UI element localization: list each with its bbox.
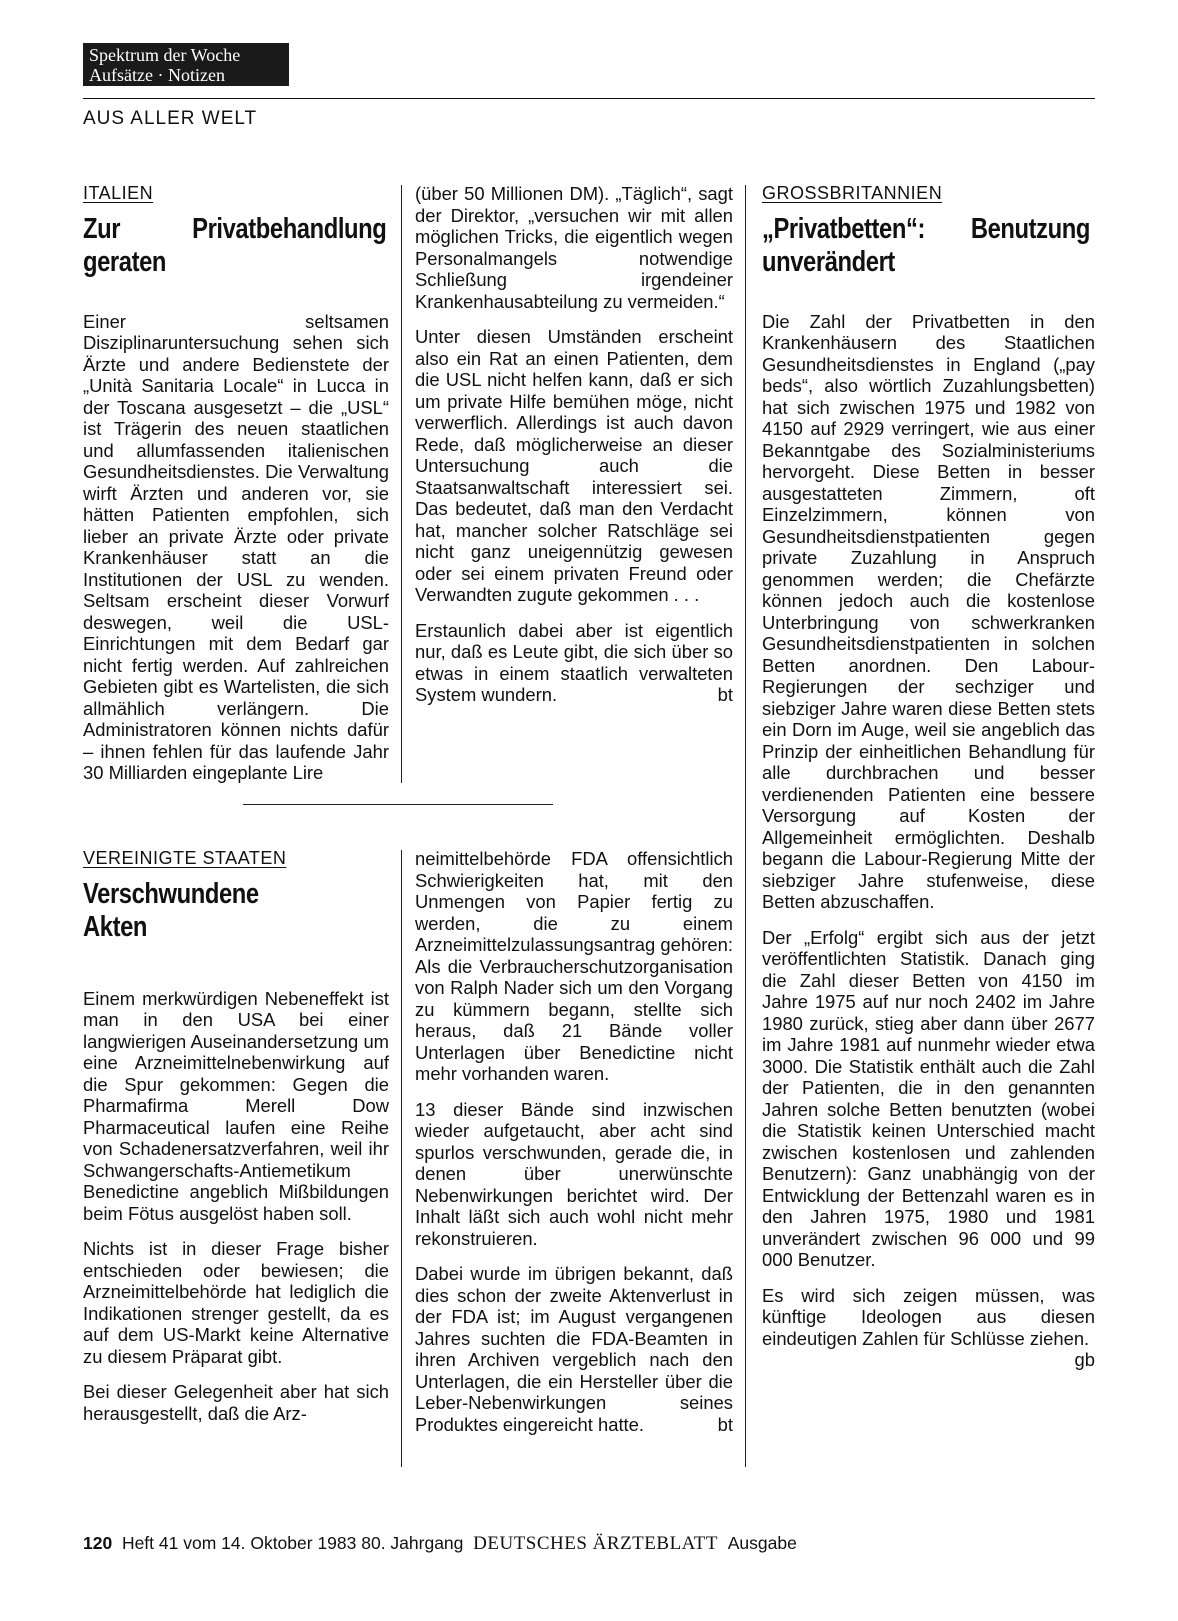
usa-paragraph-6	[415, 1263, 733, 1435]
gb-paragraph-1: Die Zahl der Privatbetten in den Krankenhäusern des Staatlichen Gesundheitsdienstes in England („pay beds“, also wörtlich Zuzahlungsbetten) hat sich zwischen 1975 und 1982 von 4150 auf 2929 verringert, wie aus einer Bekanntgabe des Sozialministeriums hervorgeht. Diese Betten in besser ausgestatteten Zimmern, oft Einzelzimmern, können von Gesundheitsdienstpatienten gegen private Zuzahlung in Anspruch genommen werden; die Chefärzte können jedoch auch die kostenlose Unterbringung von schwerkranken Gesundheitsdienstpatienten in solchen Betten anordnen. Den Labour-Regierungen der sechziger und siebziger Jahre waren diese Betten stets ein Dorn im Auge, weil sie angeblich das Prinzip der einheitlichen Behandlung für alle durchbrachen und besser verdienenden Patienten eine bessere Versorgung auf Kosten der Allgemeinheit ermöglichten. Deshalb begann die Labour-Regierung Mitte der siebziger Jahre stufenweise, diese Betten abzuschaffen.	[762, 310, 1095, 912]
column-divider-1	[401, 185, 402, 783]
usa-paragraph-3: Bei dieser Gelegenheit aber hat sich herausgestellt, daß die Arz-	[83, 1381, 389, 1424]
section-label-box	[83, 43, 289, 86]
gb-signature: gb	[1074, 1349, 1095, 1370]
usa-paragraph-4: neimittelbehörde FDA offensichtlich Schwierigkeiten hat, mit den Unmengen von Papier fertig zu werden, die zu einem Arzneimittelzulassungsantrag gehören: Als die Verbraucherschutzorganisation von Ralph Nader sich um den Vorgang zu kümmern begann, stellte sich heraus, daß 21 Bände voller Unterlagen über Benedictine nicht mehr vorhanden waren.	[415, 848, 733, 1084]
italien-headline: Zur Privatbehandlung geraten	[83, 212, 387, 278]
section-title: AUS ALLER WELT	[83, 108, 258, 129]
column-divider-2	[745, 185, 746, 1467]
usa-headline: Verschwundene Akten	[83, 877, 259, 943]
gb-headline: „Privatbetten“: Benutzung unverändert	[762, 212, 1090, 278]
italien-signature: bt	[717, 684, 733, 705]
section-label-line2: Aufsätze · Notizen	[89, 65, 225, 85]
italien-kicker: ITALIEN	[83, 183, 154, 203]
article-usa-cont	[415, 848, 733, 1449]
page-footer	[83, 1533, 797, 1555]
page-number: 120	[83, 1533, 113, 1553]
italien-paragraph-2: (über 50 Millionen DM). „Täglich“, sagt der Direktor, „versuchen wir mit allen möglichen Tricks, die eigentlich wegen Personalmangels notwendige Schließung irgendeiner Krankenhausabteilung zu vermeiden.“	[415, 183, 733, 312]
top-divider	[83, 98, 1095, 99]
usa-paragraph-6-text: Dabei wurde im übrigen bekannt, daß dies schon der zweite Aktenverlust in der FDA ist; im August vergangenen Jahres suchten die FDA-Beamten in ihren Archiven vergeblich nach den Unterlagen, die ein Hersteller über die Leber-Nebenwirkungen seines Produktes eingereicht hatte.	[415, 1263, 733, 1435]
article-italien-cont	[415, 183, 733, 720]
article-separator	[243, 804, 553, 805]
usa-paragraph-1: Einem merkwürdigen Nebeneffekt ist man in den USA bei einer langwierigen Auseinandersetzung um eine Arzneimittelnebenwirkung auf die Spur gekommen: Gegen die Pharmafirma Merell Dow Pharmaceutical laufen eine Reihe von Schadenersatzverfahren, weil ihr Schwangerschafts-Antiemetikum Benedictine angeblich Mißbildungen beim Fötus ausgelöst haben soll.	[83, 987, 389, 1224]
usa-paragraph-2: Nichts ist in dieser Frage bisher entschieden oder bewiesen; die Arzneimittelbehörde hat lediglich die Indikationen strenger gestellt, da es auf dem US-Markt keine Alternative zu diesem Präparat gibt.	[83, 1238, 389, 1367]
magazine-name: DEUTSCHES ÄRZTEBLATT	[473, 1533, 718, 1554]
article-gb	[762, 183, 1095, 1371]
section-label-line1: Spektrum der Woche	[89, 45, 241, 65]
italien-paragraph-4-text: Erstaunlich dabei aber ist eigentlich nur, daß es Leute gibt, die sich über so etwas in einem staatlich verwalteten System wundern.	[415, 619, 733, 705]
column-divider-3	[401, 850, 402, 1467]
italien-paragraph-4	[415, 620, 733, 706]
gb-paragraph-3-text: Es wird sich zeigen müssen, was künftige Ideologen aus diesen eindeutigen Zahlen für Schlüsse ziehen.	[762, 1284, 1095, 1349]
usa-signature: bt	[717, 1413, 733, 1435]
article-italien	[83, 183, 389, 798]
italien-paragraph-3: Unter diesen Umständen erscheint also ein Rat an einen Patienten, dem die USL nicht helfen kann, daß er sich um private Hilfe bemühen möge, nicht verwerflich. Allerdings ist auch davon Rede, daß möglicherweise an dieser Untersuchung auch die Staatsanwaltschaft interessiert sei. Das bedeutet, daß man den Verdacht hat, mancher solcher Ratschläge sei nicht ganz uneigennützig gewesen oder sei einem privaten Freund oder Verwandten zugute gekommen . . .	[415, 326, 733, 605]
usa-paragraph-5: 13 dieser Bände sind inzwischen wieder aufgetaucht, aber acht sind spurlos verschwunden, gerade die, in denen über unerwünschte Nebenwirkungen berichtet wird. Der Inhalt läßt sich auch wohl nicht mehr rekonstruieren.	[415, 1098, 733, 1249]
gb-kicker: GROSSBRITANNIEN	[762, 183, 943, 203]
gb-paragraph-3	[762, 1284, 1095, 1370]
article-usa	[83, 848, 389, 1438]
gb-paragraph-2: Der „Erfolg“ ergibt sich aus der jetzt veröffentlichten Statistik. Danach ging die Zahl dieser Betten von 4150 im Jahre 1975 auf nur noch 2402 im Jahre 1980 zurück, stieg aber dann über 2677 im Jahre 1981 auf nunmehr wieder etwa 3000. Die Statistik enthält auch die Zahl der Patienten, die in den genannten Jahren solche Betten benutzten (wobei die Statistik keinen Unterschied macht zwischen kostenlosen und zahlenden Benutzern): Ganz unabhängig von der Entwicklung der Bettenzahl waren es in den Jahren 1975, 1980 und 1981 unverändert zwischen 96 000 und 99 000 Benutzer.	[762, 926, 1095, 1270]
issue-info: Heft 41 vom 14. Oktober 1983 80. Jahrgang	[121, 1533, 464, 1553]
italien-paragraph-1: Einer seltsamen Disziplinaruntersuchung sehen sich Ärzte und andere Bedienstete der „Unità Sanitaria Locale“ in Lucca in der Toscana ausgesetzt – die „USL“ ist Trägerin des neuen staatlichen und allumfassenden italienischen Gesundheitsdienstes. Die Verwaltung wirft Ärzten und anderen vor, sie hätten Patienten empfohlen, sich lieber an private Ärzte oder private Krankenhäuser statt an die Institutionen der USL zu wenden. Seltsam erscheint dieser Vorwurf deswegen, weil die USL-Einrichtungen mit dem Bedarf gar nicht fertig werden. Auf zahlreichen Gebieten gibt es Wartelisten, die sich allmählich verlängern. Die Administratoren können nichts dafür – ihnen fehlen für das laufende Jahr 30 Milliarden eingeplante Lire	[83, 310, 389, 783]
usa-kicker: VEREINIGTE STAATEN	[83, 848, 287, 868]
edition-label: Ausgabe	[727, 1533, 797, 1553]
